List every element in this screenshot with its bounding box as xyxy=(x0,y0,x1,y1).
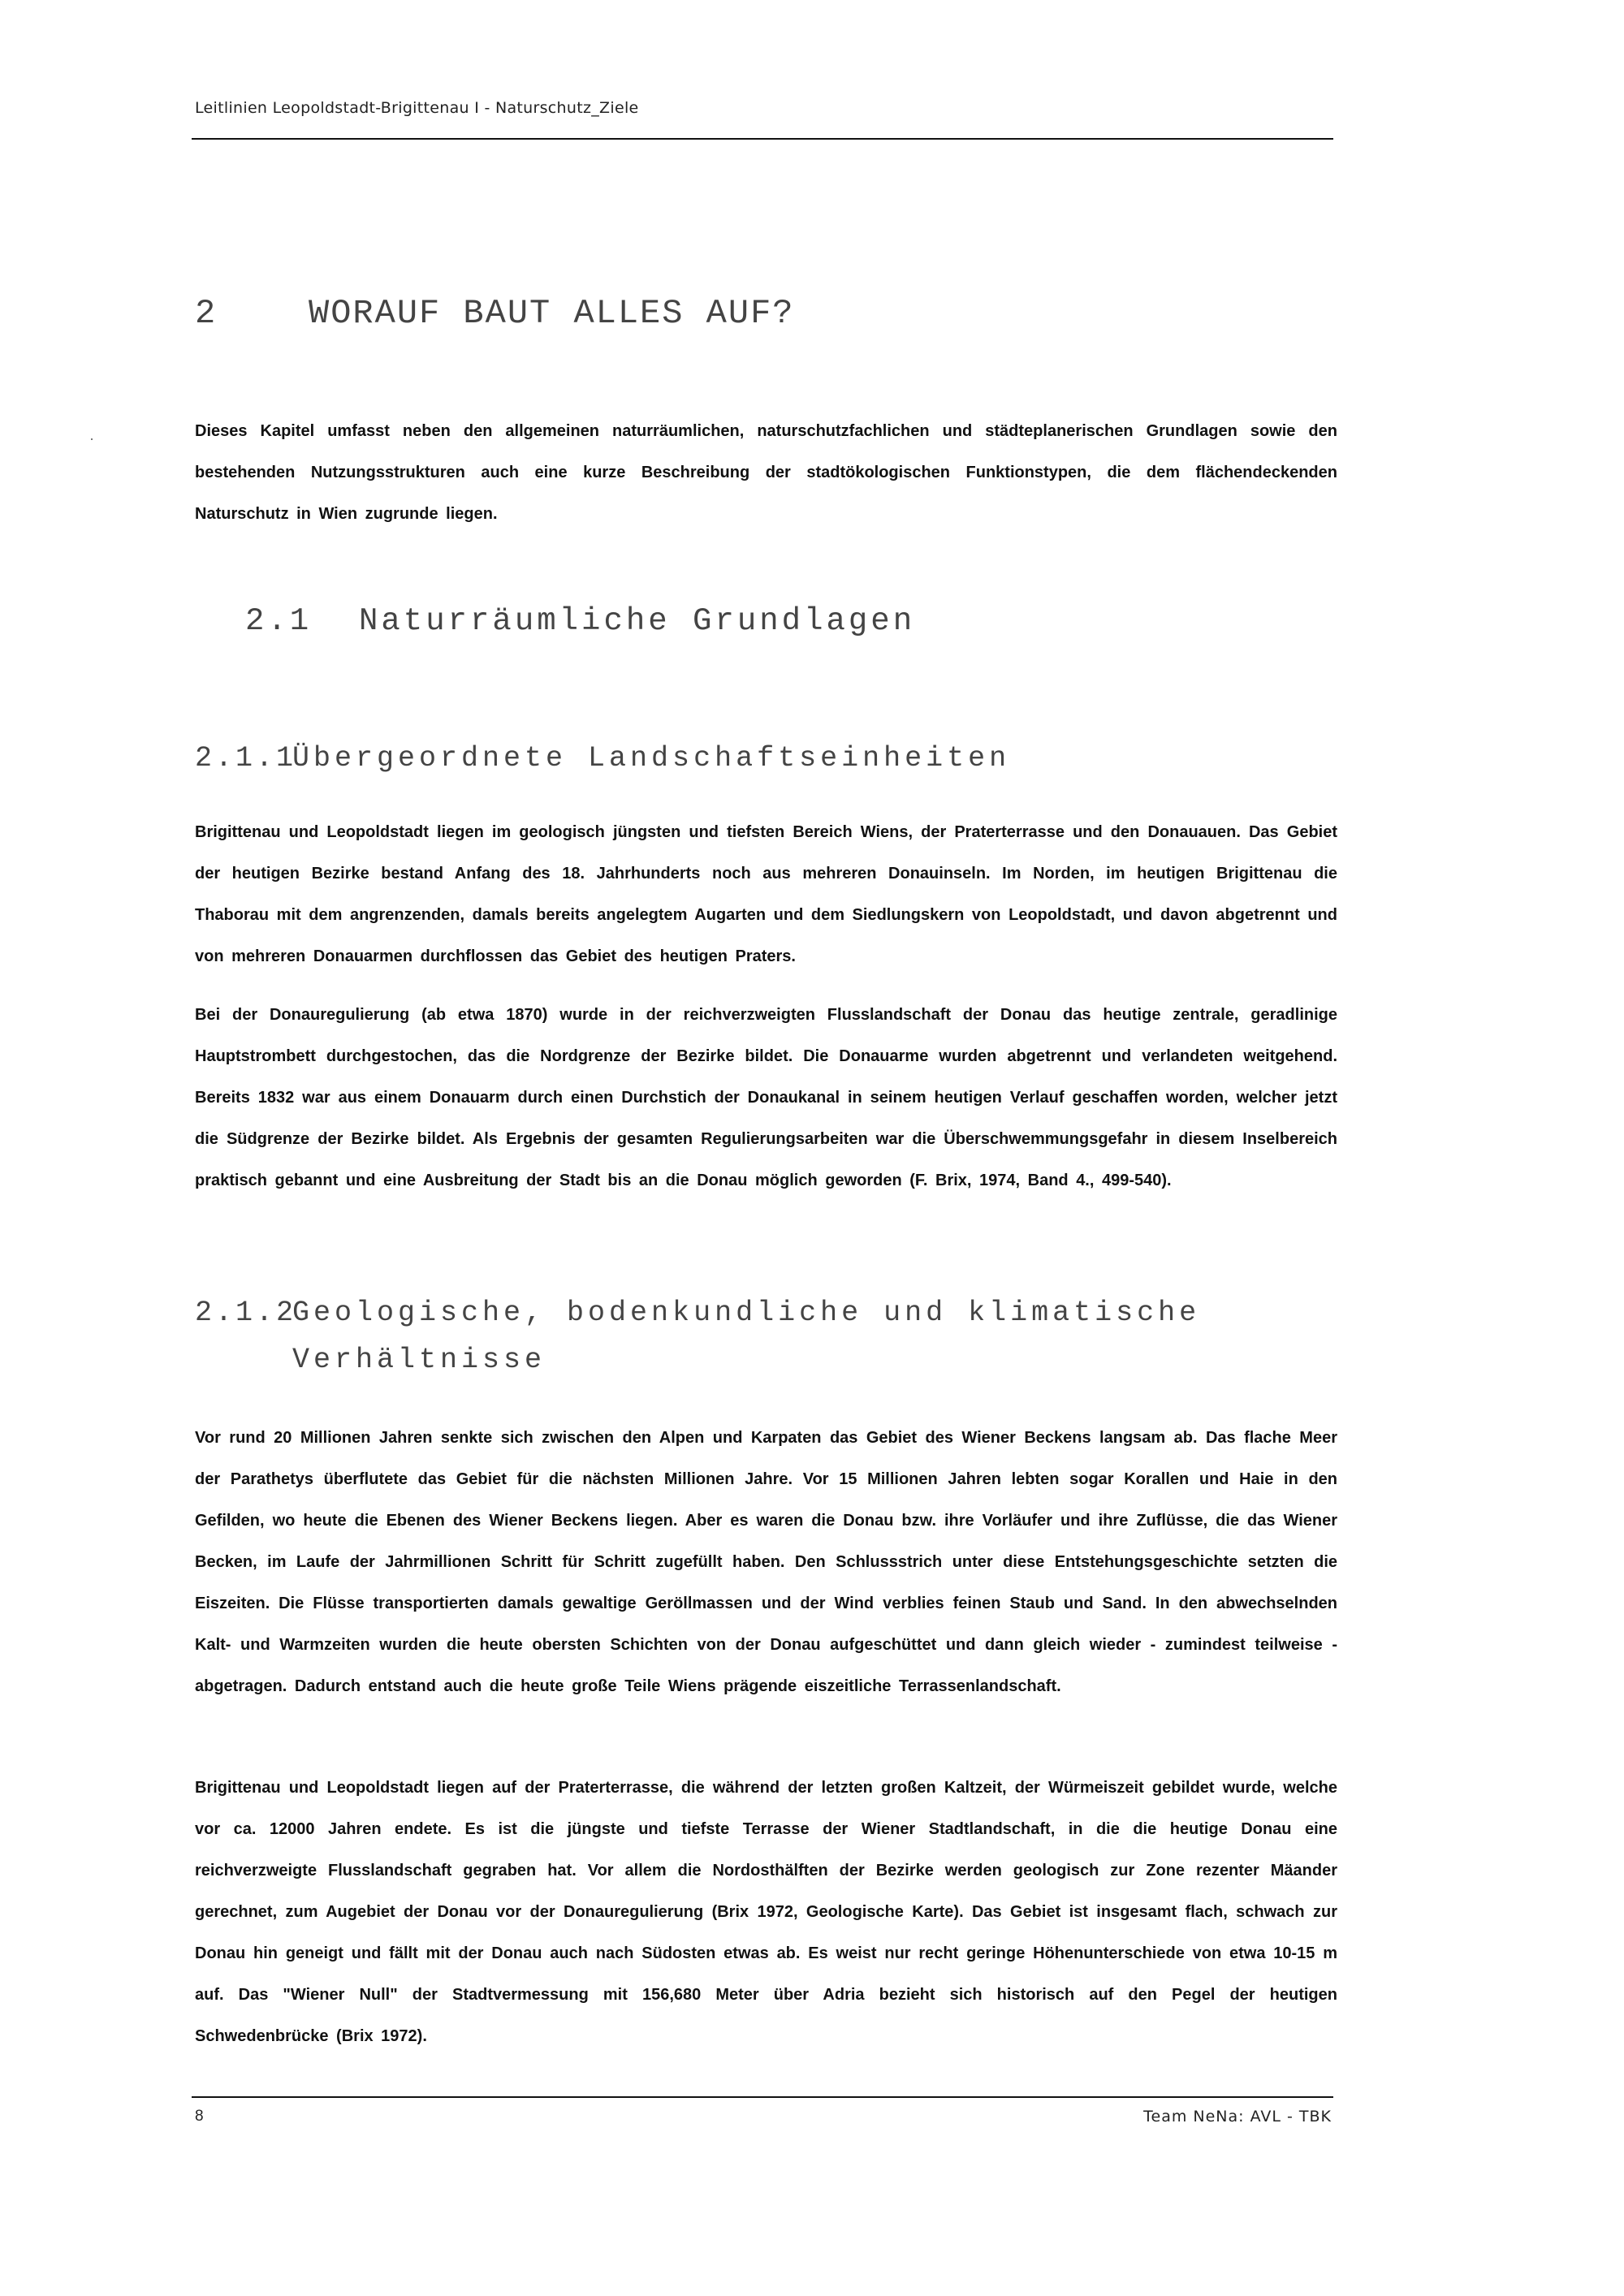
running-header: Leitlinien Leopoldstadt-Brigittenau I - Naturschutz_Ziele xyxy=(195,99,639,117)
footer-team-credit: Team NeNa: AVL - TBK xyxy=(1143,2108,1332,2126)
header-divider xyxy=(192,138,1333,140)
section-heading xyxy=(245,603,915,639)
chapter-title: WORAUF BAUT ALLES AUF? xyxy=(309,294,795,333)
subsection-heading xyxy=(195,1289,1200,1383)
subsection-number: 2.1.2 xyxy=(195,1297,297,1329)
subsection-title: Übergeordnete Landschaftseinheiten xyxy=(292,742,1011,775)
page-number: 8 xyxy=(195,2108,204,2125)
chapter-number: 2 xyxy=(195,294,218,333)
chapter-intro-paragraph: Dieses Kapitel umfasst neben den allgemeinen naturräumlichen, naturschutzfachlichen und städteplanerischen Grundlagen sowie den bestehenden Nutzungsstrukturen auch eine kurze Beschreibung der stadtökologischen Funktionstypen, die dem flächendeckenden Naturschutz in Wien zugrunde liegen. xyxy=(195,422,1337,523)
body-paragraph: Brigittenau und Leopoldstadt liegen im geologisch jüngsten und tiefsten Bereich Wiens, der Praterterrasse und den Donauauen. Das Gebiet der heutigen Bezirke bestand Anfang des 18. Jahrhunderts noch aus mehreren Donauinseln. Im Norden, im heutigen Brigittenau die Thaborau mit dem angrenzenden, damals bereits angelegtem Augarten und dem Siedlungskern von Leopoldstadt, und davon abgetrennt und von mehreren Donauarmen durchflossen das Gebiet des heutigen Praters. xyxy=(195,823,1337,965)
body-paragraph: Bei der Donauregulierung (ab etwa 1870) wurde in der reichverzweigten Flusslandschaft der Donau das heutige zentrale, geradlinige Hauptstrombett durchgestochen, das die Nordgrenze der Bezirke bildet. Die Donauarme wurden abgetrennt und verlandeten weitgehend. Bereits 1832 war aus einem Donauarm durch einen Durchstich der Donaukanal in seinem heutigen Verlauf geschaffen worden, welcher jetzt die Südgrenze der Bezirke bildet. Als Ergebnis der gesamten Regulierungsarbeiten war die Überschwemmungsgefahr in diesem Inselbereich praktisch gebannt und eine Ausbreitung der Stadt bis an die Donau möglich geworden (F. Brix, 1974, Band 4., 499-540). xyxy=(195,1006,1337,1189)
margin-mark xyxy=(91,438,93,440)
chapter-heading xyxy=(195,294,795,333)
section-number: 2.1 xyxy=(245,603,313,639)
subsection-title-continuation: Verhältnisse xyxy=(292,1344,546,1376)
subsection-heading xyxy=(195,735,1010,782)
footer-divider xyxy=(192,2096,1333,2098)
subsection-number: 2.1.1 xyxy=(195,742,297,775)
body-paragraph: Vor rund 20 Millionen Jahren senkte sich zwischen den Alpen und Karpaten das Gebiet des Wiener Beckens langsam ab. Das flache Meer der Parathetys überflutete das Gebiet für die nächsten Millionen Jahre. Vor 15 Millionen Jahren lebten sogar Korallen und Haie in den Gefilden, wo heute die Ebenen des Wiener Beckens liegen. Aber es waren die Donau bzw. ihre Vorläufer und ihre Zuflüsse, die das Wiener Becken, im Laufe der Jahrmillionen Schritt für Schritt zugefüllt haben. Den Schlussstrich unter diese Entstehungsgeschichte setzten die Eiszeiten. Die Flüsse transportierten damals gewaltige Geröllmassen und der Wind verblies feinen Staub und Sand. In den abwechselnden Kalt- und Warmzeiten wurden die heute obersten Schichten von der Donau aufgeschüttet und dann gleich wieder - zumindest teilweise - abgetragen. Dadurch entstand auch die heute große Teile Wiens prägende eiszeitliche Terrassenlandschaft. xyxy=(195,1429,1337,1695)
subsection-title: Geologische, bodenkundliche und klimatische xyxy=(292,1297,1201,1329)
section-title: Naturräumliche Grundlagen xyxy=(359,603,916,639)
body-paragraph: Brigittenau und Leopoldstadt liegen auf der Praterterrasse, die während der letzten großen Kaltzeit, der Würmeiszeit gebildet wurde, welche vor ca. 12000 Jahren endete. Es ist die jüngste und tiefste Terrasse der Wiener Stadtlandschaft, in die die heutige Donau eine reichverzweigte Flusslandschaft gegraben hat. Vor allem die Nordosthälften der Bezirke werden geologisch zur Zone rezenter Mäander gerechnet, zum Augebiet der Donau vor der Donauregulierung (Brix 1972, Geologische Karte). Das Gebiet ist insgesamt flach, schwach zur Donau hin geneigt und fällt mit der Donau auch nach Südosten etwas ab. Es weist nur recht geringe Höhenunterschiede von etwa 10-15 m auf. Das "Wiener Null" der Stadtvermessung mit 156,680 Meter über Adria bezieht sich historisch auf den Pegel der heutigen Schwedenbrücke (Brix 1972). xyxy=(195,1779,1337,2045)
